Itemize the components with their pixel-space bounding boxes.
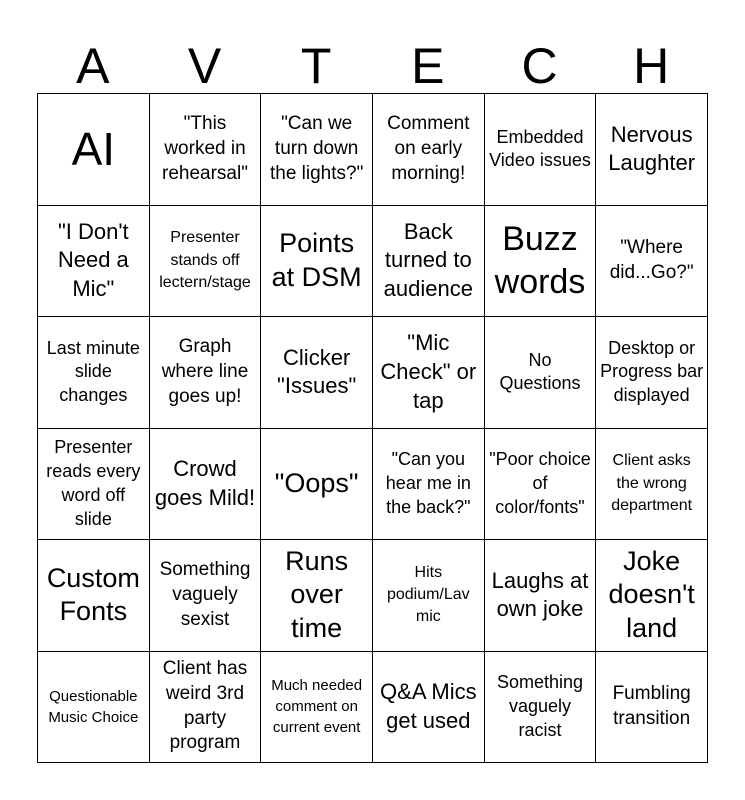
bingo-cell[interactable] <box>261 317 373 429</box>
cell-text: Q&A Mics get used <box>380 679 477 733</box>
cell-text: Joke doesn't land <box>608 545 695 644</box>
bingo-cell[interactable] <box>596 429 708 541</box>
header-letter: A <box>76 38 110 94</box>
bingo-board <box>37 93 708 763</box>
cell-text: Crowd goes Mild! <box>154 456 256 510</box>
cell-text: No Questions <box>499 349 581 394</box>
header-letter: C <box>521 38 558 94</box>
cell-text: "Oops" <box>274 467 359 498</box>
bingo-cell[interactable] <box>485 206 597 318</box>
cell-text: Last minute slide changes <box>46 337 140 406</box>
bingo-cell[interactable] <box>38 317 150 429</box>
cell-text: Back turned to audience <box>383 218 473 302</box>
bingo-cell[interactable] <box>38 429 150 541</box>
cell-text: Embedded Video issues <box>489 126 591 171</box>
bingo-cell[interactable] <box>373 317 485 429</box>
cell-text: Points at DSM <box>271 228 362 292</box>
bingo-cell[interactable] <box>485 429 597 541</box>
cell-text: "Poor choice of color/fonts" <box>489 449 591 517</box>
bingo-cell[interactable] <box>38 206 150 318</box>
bingo-cell[interactable] <box>150 429 262 541</box>
cell-text: Buzz words <box>494 220 586 301</box>
bingo-cell[interactable] <box>261 652 373 764</box>
cell-text: Nervous Laughter <box>608 121 696 176</box>
header-letter: E <box>411 38 445 94</box>
bingo-cell[interactable] <box>261 540 373 652</box>
cell-text: Comment on early morning! <box>387 113 470 184</box>
bingo-cell[interactable] <box>485 540 597 652</box>
cell-text: Graph where line goes up! <box>161 336 249 407</box>
bingo-cell[interactable] <box>150 206 262 318</box>
bingo-cell[interactable] <box>38 652 150 764</box>
bingo-header <box>37 38 707 94</box>
cell-text: Much needed comment on current event <box>271 677 363 737</box>
bingo-cell[interactable] <box>38 94 150 206</box>
cell-text: Questionable Music Choice <box>48 687 139 726</box>
cell-text: "This worked in rehearsal" <box>162 113 248 184</box>
bingo-cell[interactable] <box>596 540 708 652</box>
cell-text: "I Don't Need a Mic" <box>57 218 129 302</box>
cell-text: Something vaguely sexist <box>159 559 251 630</box>
cell-text: AI <box>71 122 116 175</box>
cell-text: Clicker "Issues" <box>277 344 357 399</box>
bingo-cell[interactable] <box>373 94 485 206</box>
bingo-cell[interactable] <box>485 317 597 429</box>
cell-text: "Can we turn down the lights?" <box>269 113 364 184</box>
header-letter: T <box>300 38 332 94</box>
cell-text: "Can you hear me in the back?" <box>385 449 471 517</box>
cell-text: Desktop or Progress bar displayed <box>600 337 704 406</box>
bingo-cell[interactable] <box>596 206 708 318</box>
bingo-cell[interactable] <box>373 652 485 764</box>
cell-text: Runs over time <box>285 545 349 644</box>
bingo-cell[interactable] <box>150 94 262 206</box>
bingo-cell[interactable] <box>596 652 708 764</box>
cell-text: Client asks the wrong department <box>611 452 693 514</box>
cell-text: Presenter reads every word off slide <box>46 437 141 529</box>
cell-text: Laughs at own joke <box>491 567 589 622</box>
cell-text: "Mic Check" or tap <box>380 330 477 413</box>
bingo-cell[interactable] <box>485 94 597 206</box>
bingo-cell[interactable] <box>261 206 373 318</box>
bingo-cell[interactable] <box>485 652 597 764</box>
bingo-cell[interactable] <box>150 317 262 429</box>
cell-text: Hits podium/Lav mic <box>386 563 470 626</box>
bingo-cell[interactable] <box>373 206 485 318</box>
bingo-cell[interactable] <box>261 429 373 541</box>
bingo-cell[interactable] <box>38 540 150 652</box>
cell-text: "Where did...Go?" <box>609 237 694 283</box>
bingo-cell[interactable] <box>150 652 262 764</box>
header-letter: V <box>187 38 222 94</box>
bingo-cell[interactable] <box>596 94 708 206</box>
bingo-cell[interactable] <box>150 540 262 652</box>
bingo-cell[interactable] <box>261 94 373 206</box>
bingo-cell[interactable] <box>373 429 485 541</box>
cell-text: Custom Fonts <box>46 562 140 627</box>
header-letter: H <box>633 38 670 94</box>
bingo-cell[interactable] <box>596 317 708 429</box>
cell-text: Client has weird 3rd party program <box>162 658 248 754</box>
bingo-cell[interactable] <box>373 540 485 652</box>
cell-text: Something vaguely racist <box>496 672 584 740</box>
cell-text: Fumbling transition <box>612 683 691 729</box>
cell-text: Presenter stands off lectern/stage <box>159 229 251 291</box>
